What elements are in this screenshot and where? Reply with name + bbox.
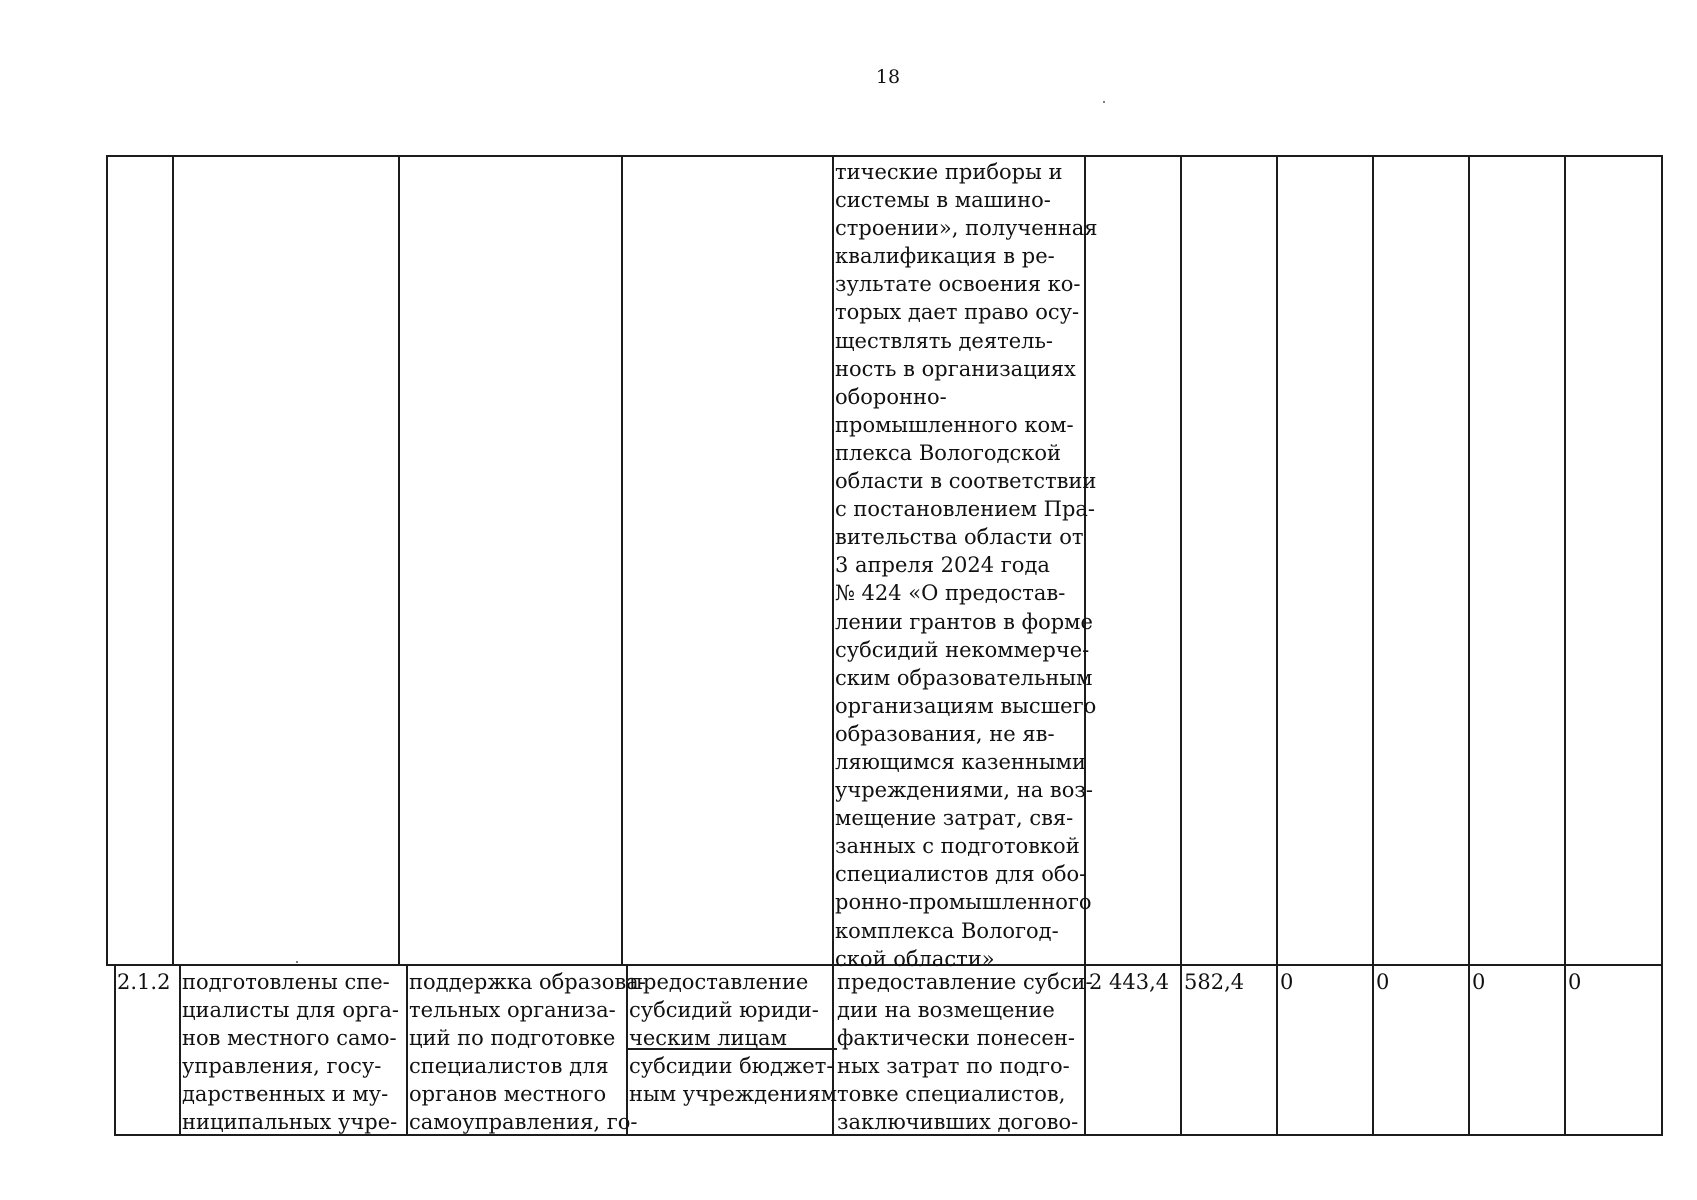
scan-speck — [296, 961, 298, 963]
text-line: ций по подготовке — [409, 1026, 616, 1051]
text-line: строении», полученная — [835, 216, 1098, 241]
text-line: ческим лицам — [629, 1026, 787, 1051]
text-line: подготовлены спе- — [182, 970, 390, 994]
col-border — [1468, 155, 1470, 1136]
text-line: дарственных и му- — [182, 1082, 389, 1107]
text-line: предоставление — [629, 970, 809, 994]
text-line: 3 апреля 2024 года — [835, 553, 1050, 578]
value-cell: 0 — [1472, 970, 1486, 994]
value-cell: 0 — [1376, 970, 1390, 994]
text-line: мещение затрат, свя- — [835, 806, 1074, 831]
text-line: образования, не яв- — [835, 721, 1055, 746]
text-line: поддержка образова- — [409, 970, 646, 994]
col-border — [1661, 155, 1663, 1136]
text-line: ным учреждениям — [629, 1082, 838, 1107]
text-line: субсидии бюджет- — [629, 1054, 834, 1078]
text-line: ниципальных учре- — [182, 1110, 398, 1135]
text-line: учреждениями, на воз- — [835, 778, 1093, 803]
continued-description-cell — [835, 158, 1098, 973]
col-border — [106, 155, 108, 965]
text-line: зультате освоения ко- — [835, 272, 1081, 297]
text-line: вительства области от — [835, 525, 1084, 550]
text-line: ронно-промышленного — [835, 890, 1092, 915]
text-line: с постановлением Пра- — [835, 497, 1096, 522]
text-line: предоставление субси- — [837, 970, 1093, 994]
scan-speck — [1103, 101, 1105, 103]
text-line: ляющимся казенными — [835, 749, 1086, 774]
text-line: ской области» — [835, 946, 995, 971]
type-cell-upper — [629, 968, 819, 1052]
text-line: специалистов для — [409, 1054, 609, 1079]
col-border — [114, 964, 116, 1136]
value-cell: 0 — [1280, 970, 1294, 994]
text-line: комплекса Вологод- — [835, 918, 1059, 943]
text-line: организациям высшего — [835, 693, 1097, 718]
text-line: занных с подготовкой — [835, 834, 1080, 859]
text-line: дии на возмещение — [837, 998, 1055, 1023]
text-line: управления, госу- — [182, 1054, 382, 1079]
description-cell — [837, 968, 1093, 1137]
text-line: ществлять деятель- — [835, 328, 1053, 353]
page-number: 18 — [875, 66, 901, 88]
text-line: тельных организа- — [409, 998, 616, 1023]
text-line: квалификация в ре- — [835, 244, 1055, 269]
result-cell — [182, 968, 399, 1137]
text-line: торых дает право осу- — [835, 300, 1080, 325]
text-line: промышленного ком- — [835, 412, 1074, 437]
text-line: специалистов для обо- — [835, 862, 1087, 887]
text-line: оборонно- — [835, 384, 947, 409]
text-line: товке специалистов, — [837, 1082, 1066, 1107]
col-border — [1564, 155, 1566, 1136]
col-border — [621, 155, 623, 965]
row-number-cell: 2.1.2 — [117, 970, 171, 994]
text-line: № 424 «О предостав- — [835, 581, 1066, 606]
text-line: системы в машино- — [835, 188, 1051, 213]
text-line: ским образовательным — [835, 665, 1093, 690]
type-cell-lower — [629, 1052, 837, 1108]
text-line: плекса Вологодской — [835, 440, 1062, 465]
col-border — [832, 155, 834, 1136]
text-line: циалисты для орга- — [182, 998, 400, 1023]
col-border — [406, 964, 408, 1136]
value-cell: 2 443,4 — [1089, 970, 1170, 994]
text-line: заключивших догово- — [837, 1110, 1079, 1135]
text-line: самоуправления, го- — [409, 1110, 638, 1135]
col-border — [1276, 155, 1278, 1136]
text-line: области в соответствии — [835, 469, 1097, 494]
value-cell: 0 — [1568, 970, 1582, 994]
measure-cell — [409, 968, 646, 1137]
col-border — [179, 964, 181, 1136]
text-line: ность в организациях — [835, 356, 1076, 381]
text-line: ных затрат по подго- — [837, 1054, 1070, 1079]
text-line: фактически понесен- — [837, 1026, 1075, 1051]
table-top-border — [106, 155, 1663, 157]
text-line: субсидий некоммерче- — [835, 637, 1090, 662]
col-border — [1372, 155, 1374, 1136]
col-border — [172, 155, 174, 965]
value-cell: 582,4 — [1184, 970, 1245, 994]
text-line: органов местного — [409, 1082, 607, 1107]
col-border — [1180, 155, 1182, 1136]
text-line: тические приборы и — [835, 160, 1063, 184]
text-line: лении грантов в форме — [835, 609, 1093, 634]
col-border — [398, 155, 400, 965]
text-line: нов местного само- — [182, 1026, 397, 1051]
text-line: субсидий юриди- — [629, 998, 819, 1023]
